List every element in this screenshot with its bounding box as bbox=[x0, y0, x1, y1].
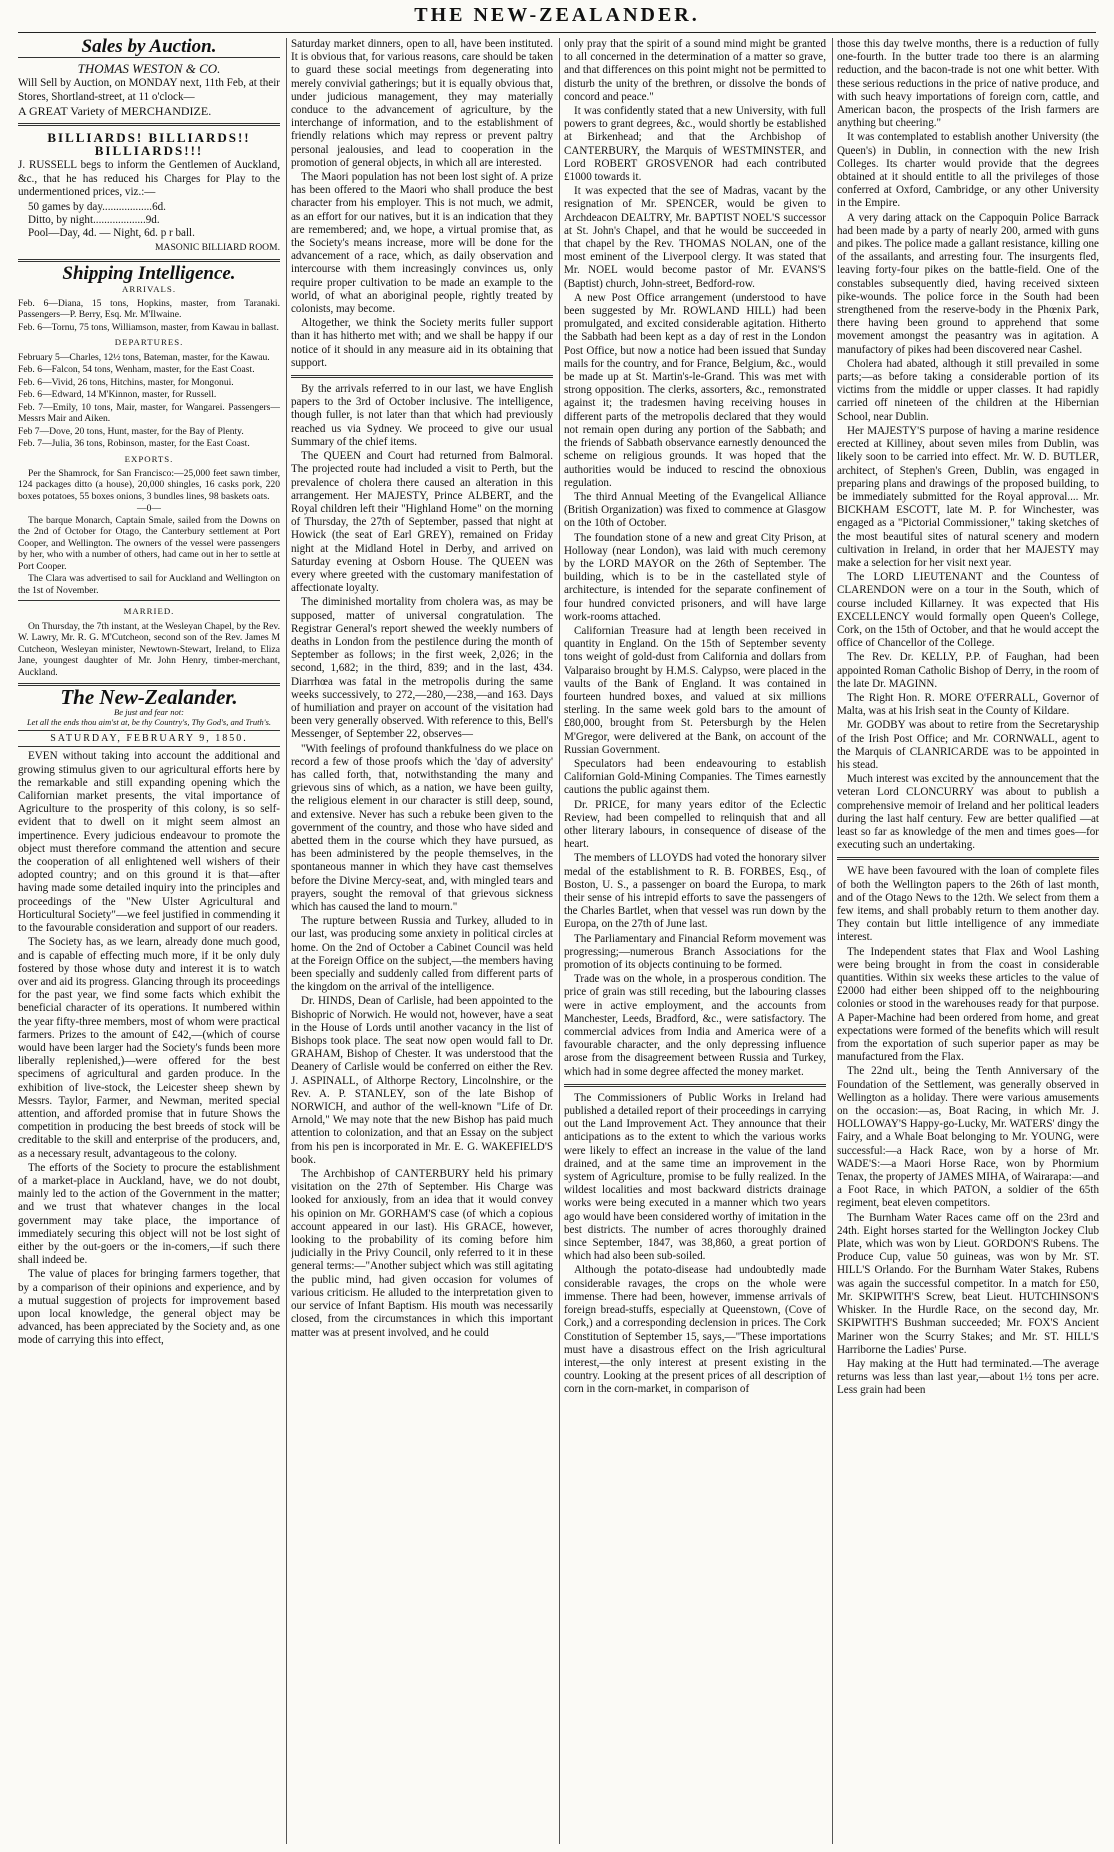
shipping-note: The barque Monarch, Captain Smale, sailed from the Downs on the 2nd of October for Otago, the Canterbury settlement at Port Cooper, and Wellington. The owners of the vessel were passengers by her, who with a number of others, had came out in her to settle at Port Cooper. bbox=[18, 514, 280, 572]
article-paragraph: The foundation stone of a new and great City Prison, at Holloway (near London), was laid with much ceremony by the LORD MAYOR on the 26th of September. The building, which is to be in the castellated style of architecture, is intended for the separate confinement of four hundred convicted prisoners, and will have large work-rooms attached. bbox=[564, 531, 826, 623]
price-line: Ditto, by night...................9d. bbox=[28, 214, 160, 227]
article-paragraph: The QUEEN and Court had returned from Balmoral. The projected route had included a visit to Perth, but the prevalence of cholera there caused an alteration in this arrangement. Her MAJESTY, Prince ALBERT, and the Royal children left their "Highland Home" on the morning of Thursday, the 27th of September, passed that night at Howick (the seat of Earl GREY), remained on Friday night at the Midland Hotel in Derby, and arrived on Saturday evening at Osborn House. The QUEEN was every where greeted with the customary manifestation of affectionate loyalty. bbox=[291, 450, 553, 595]
article-paragraph: Altogether, we think the Society merits fuller support than it has hitherto met with; and we shall be happy if our notice of it should in any measure aid in its obtaining that support. bbox=[291, 317, 553, 369]
shipping-heading: Shipping Intelligence. bbox=[62, 262, 236, 284]
top-rule bbox=[18, 32, 1096, 33]
departure-entry: Feb. 6—Falcon, 54 tons, Wenham, master, for the East Coast. bbox=[18, 364, 255, 376]
article-paragraph: It was expected that the see of Madras, vacant by the resignation of Mr. SPENCER, would be given to Archdeacon DEALTRY, Mr. BAPTIST NOEL'S successor at St. John's Chapel, and that he would be succeeded in that chapel by the Rev. THOMAS NOLAN, one of the most eminent of the Liverpool clergy. It was stated that Mr. NOEL would become pastor of Mr. EVANS'S (Baptist) church, John-street, Bedford-row. bbox=[564, 185, 826, 290]
article-paragraph: Hay making at the Hutt had terminated.—The average returns was less than last year,—about 1½ tons per acre. Less grain had been bbox=[837, 1357, 1099, 1397]
article-paragraph: The third Annual Meeting of the Evangelical Alliance (British Organization) was fixed to commence at Glasgow on the 10th of October. bbox=[564, 490, 826, 530]
article-paragraph: The Commissioners of Public Works in Ireland had published a detailed report of their proceedings in carrying out the Land Improvement Act. They announce that their anticipations as to the extent to which the various works were likely to effect an increase in the value of the land drained, and at the same time an improvement in the system of Agriculture, promise to be fully realized. In the wildest localities and most backward districts drainage works were being executed in a manner which two years ago would have been considered worthy of imitation in the best districts. The number of acres thoroughly drained since September, 1847, was 38,860, a great portion of which had also been sub-soiled. bbox=[564, 1091, 826, 1263]
column-rule bbox=[286, 38, 287, 1844]
married-label: MARRIED. bbox=[123, 606, 175, 617]
paper-motto: Be just and fear not: Let all the ends thou aim'st at, be thy Country's, Thy God's, and Truth's. bbox=[26, 707, 272, 728]
column-rule bbox=[832, 38, 833, 1844]
article-paragraph: A new Post Office arrangement (understood to have been suggested by Mr. ROWLAND HILL) had been promulgated, and excited considerable agitation. Hitherto the Sabbath had been kept as a day of rest in the London Post Office, but now a notice had been issued that Sunday mails for the country, and for France, Belgium, &c., would be made up at St. Martin's-le-Grand. This was met with strong opposition. The clerks, assorters, &c., remonstrated against it; the tradesmen having receiving houses in different parts of the metropolis declared that they would not remain open during any portion of the Sabbath; and the friends of Sabbath observance earnestly denounced the scheme on religious grounds. It was hoped that the authorities would be induced to rescind the obnoxious regulation. bbox=[564, 291, 826, 489]
article-paragraph: Trade was on the whole, in a prosperous condition. The price of grain was still receding, but the labouring classes were in active employment, and the accounts from Manchester, Leeds, Bradford, &c., were satisfactory. The commercial advices from India and America were of a favourable character, and the only depressing influence arose from the disagreement between Russia and Turkey, which had in some degree affected the money market. bbox=[564, 973, 826, 1078]
shipping-note: The Clara was advertised to sail for Auckland and Wellington on the 1st of November. bbox=[18, 573, 280, 596]
masthead: THE NEW-ZEALANDER. bbox=[414, 4, 700, 26]
dateline: SATURDAY, FEBRUARY 9, 1850. bbox=[18, 730, 280, 747]
article-paragraph: The Burnham Water Races came off on the 23rd and 24th. Eight horses started for the Wellington Jockey Club Plate, which was won by Lieut. GORDON'S Rubens. The Produce Cup, value 50 guineas, was won by Mr. ST. HILL'S Orlando. For the Burnham Water Stakes, Rubens was again the successful competitor. In a match for £50, Mr. SKIPWITH'S Screw, beat Lieut. HUTCHINSON'S Whisker. In the Hurdle Race, on the second day, Mr. SKIPWITH'S Bushman succeeded; Mr. FOX'S Ancient Mariner won the Scurry Stakes; and Mr. ST. HILL'S Harriborne the Ladies' Purse. bbox=[837, 1211, 1099, 1356]
departure-entry: Feb 7—Dove, 20 tons, Hunt, master, for the Bay of Plenty. bbox=[18, 425, 244, 437]
departures-label: DEPARTURES. bbox=[114, 337, 184, 348]
departure-entry: Feb. 7—Emily, 10 tons, Mair, master, for Wangarei. Passengers—Messrs Mair and Aiken. bbox=[18, 401, 280, 425]
editorial-paragraph: EVEN without taking into account the additional and growing stimulus given to our agricultural efforts here by the remarkable and still expanding opening which the Californian market presents, the vital importance of Agriculture to the prosperity of this colony, is so self-evident that to dwell on it might seem almost an impertinence. Every judicious endeavour to promote the object must therefore command the attention and secure the cooperation of all enlightened well wishers of their adopted country; and on this ground it is that—after having made some detailed inquiry into the principles and proceedings of the "New Ulster Agricultural and Horticultural Society"—we feel justified in commending it to the favourable consideration and support of our readers. bbox=[18, 750, 280, 935]
article-paragraph: The Rev. Dr. KELLY, P.P. of Faughan, had been appointed Roman Catholic Bishop of Derry, in the room of the late Dr. MAGINN. bbox=[837, 651, 1099, 690]
article-paragraph: WE have been favoured with the loan of complete files of both the Wellington papers to the 26th of last month, and of the Otago News to the 12th. We select from them a few items, and shall probably return to them another day. They contain but little intelligence of any immediate interest. bbox=[837, 865, 1099, 944]
arrival-entry: Feb. 6—Diana, 15 tons, Hopkins, master, from Taranaki. Passengers—P. Berry, Esq. Mr. M'Ilwaine. bbox=[18, 297, 280, 321]
article-paragraph: The Parliamentary and Financial Reform movement was progressing;—numerous Branch Associations for the promotion of its objects continuing to be formed. bbox=[564, 932, 826, 972]
article-paragraph: The members of LLOYDS had voted the honorary silver medal of the establishment to R. B. FORBES, Esq., of Boston, U. S., a passenger on board the Europa, to mark their sense of his intrepid efforts to save the passengers of the Charles Bartlet, when that vessel was run down by the Europa, on the 27th of June last. bbox=[564, 852, 826, 931]
paper-title: The New-Zealander. bbox=[60, 685, 238, 710]
editorial-paragraph: The Society has, as we learn, already done much good, and is capable of effecting much more, if it be only duly fostered by those whose duty and interest it is to watch over and aid its progress. Glancing through its proceedings for the past year, we find some facts which exhibit the beneficial character of its operations. It numbered within the year fifty-three members, most of whom were practical farmers. Prizes to the amount of £42,—(which of course would have been larger had the Society's funds been more liberally replenished,)—were offered for the best specimens of agricultural and garden produce. In the exhibition of live-stock, the Leicester sheep shewn by Messrs. Taylor, Farmer, and Newman, merited special attention, and afforded promise that in future Shows the competition in producing the best breeds of stock will be creditable to the skill and enterprise of the producers, and, as a necessary result, advantageous to the colony. bbox=[18, 936, 280, 1160]
column-1: Sales by Auction. THOMAS WESTON & CO. Will Sell by Auction, on MONDAY next, 11th Feb, at their Stores, Shortland-street, at 11 o'clock— A GREAT Variety of MERCHANDIZE. BILLIARDS! BILLIARDS!! BILLIARDS!!! J. RUSSELL begs to inform the Gentlemen of Auckland, &c., that he has reduced his Charges for Play to the undermentioned prices, viz.:— 50 games by day..................6d. Ditto, by night...................9d. Pool—Day, 4d. — Night, 6d. p r ball. MASONIC BILLIARD ROOM. Shipping Intelligence. ARRIVALS. Feb. 6—Diana, 15 tons, Hopkins, master, from Taranaki. Passengers—P. Berry, Esq. Mr. M'Ilwaine. Feb. 6—Tornu, 75 tons, Williamson, master, from Kawau in ballast. DEPARTURES. February 5—Charles, 12½ tons, Bateman, master, for the Kawau. Feb. 6—Falcon, 54 tons, Wenham, master, for the East Coast. Feb. 6—Vivid, 26 tons, Hitchins, master, for Mongonui. Feb. 6—Edward, 14 M'Kinnon, master, for Russell. Feb. 7—Emily, 10 tons, Mair, master, for Wangarei. Passengers—Messrs Mair and Aiken. Feb 7—Dove, 20 tons, Hunt, master, for the Bay of Plenty. Feb. 7—Julia, 36 tons, Robinson, master, for the East Coast. EXPORTS. Per the Shamrock, for San Francisco:—25,000 feet sawn timber, 124 packages ditto (a house), 20,000 shingles, 16 casks pork, 220 boxes potatoes, 55 boxes onions, 3 bundles lines, 98 baskets oats. —0— The barque Monarch, Captain Smale, sailed from the Downs on the 2nd of October for Otago, the Canterbury settlement at Port Cooper, and Wellington. The owners of the vessel were passengers by her, who with a number of others, had came out in her to settle at Port Cooper. The Clara was advertised to sail for Auckland and Wellington on the 1st of November. MARRIED. On Thursday, the 7th instant, at the Wesleyan Chapel, by the Rev. W. Lawry, Mr. R. G. M'Cutcheon, second son of the Rev. James M Cutcheon, Wesleyan minister, Newtown-Stewart, Ireland, to Eliza Jane, youngest daughter of Mr. John Henry, timber-merchant, Auckland. The New-Zealander. Be just and fear not: Let all the ends thou aim'st at, be thy Country's, Thy God's, and Truth's. SATURDAY, FEBRUARY 9, 1850. EVEN without taking into account the additional and growing stimulus given to our agricultural efforts here by the remarkable and still expanding opening which the Californian market presents, the vital importance of Agriculture to the prosperity of this colony, is so self-evident that to dwell on it might seem almost an impertinence. Every judicious endeavour to promote the object must therefore command the attention and secure the cooperation of all enlightened well wishers of their adopted country; and on this ground it is that—after having made some detailed inquiry into the principles and proceedings of the "New Ulster Agricultural and Horticultural Society"—we feel justified in commending it to the favourable consideration and support of our readers. The Society has, as we learn, already done much good, and is capable of effecting much more, if it be only duly fostered by those whose duty and interest it is to watch over and aid its progress. Glancing through its proceedings for the past year, we find some facts which exhibit the beneficial character of its operations. It numbered within the year fifty-three members, most of whom were practical farmers. Prizes to the amount of £42,—(which of course would have been larger had the Society's funds been more liberally replenished,)—were offered for the best specimens of agricultural and garden produce. In the exhibition of live-stock, the Leicester sheep shewn by Messrs. Taylor, Farmer, and Newman, merited special attention, and afforded promise that in future Shows the competition in producing the best breeds of stock will be creditable to the skill and enterprise of the producers, and, as a necessary result, advantageous to the colony. The efforts of the Society to procure the establishment of a market-place in Auckland, have, we do not doubt, mainly led to the action of the Government in the matter; and we trust that whatever changes in the local government may take place, the importance of immediately securing this object will not be lost sight of either by the out-goers or the in-comers,—if such there shall indeed be. The value of places for bringing farmers together, that by a comparison of their opinions and experience, and by a mutual suggestion of projects for improvement based upon local knowledge, the general object may be advanced, has been appreciated by the Society and, as one mode of carrying this into effect, bbox=[18, 38, 280, 1347]
article-paragraph: A very daring attack on the Cappoquin Police Barrack had been made by a party of nearly 200, armed with guns and pikes. The police made a gallant resistance, killing one of the assailants, and arresting four. The insurgents fled, leaving forty-four pikes on the battle-field. One of the constables subsequently died, having received sixteen pike-wounds. The police force in the South had been strengthened from the reserve-body in the Phœnix Park, there having been ground to apprehend that some movement amongst the peasantry was in agitation. A manufactory of pikes had been discovered near Cashel. bbox=[837, 211, 1099, 356]
billiards-prices bbox=[28, 201, 280, 240]
article-paragraph: Although the potato-disease had undoubtedly made considerable ravages, the crops on the whole were immense. There had been, however, immense arrivals of foreign bread-stuffs, especially at Queenstown, (Cove of Cork,) and a corresponding declension in prices. The Cork Constitution of September 15, says,—"These importations must have a disastrous effect on the Irish agricultural interest,—the only interest at present existing in the country. Looking at the present prices of all description of corn in the corn-market, in comparison of bbox=[564, 1264, 826, 1396]
article-paragraph: The Archbishop of CANTERBURY held his primary visitation on the 27th of September. His Charge was looked for anxiously, from an idea that it would convey his opinion on Mr. GORHAM'S case (of which a copious account appeared in our last). His GRACE, however, looking to the probability of its coming before him judicially in the Privy Council, only referred to it in these general terms:—"Another subject which was still agitating the public mind, had given occasion for volumes of various criticism. He alluded to the interpretation given to our service of Infant Baptism. His mouth was necessarily closed, from the circumstances in which this important matter was at present involved, and he could bbox=[291, 1168, 553, 1339]
billiards-sign: MASONIC BILLIARD ROOM. bbox=[155, 242, 280, 254]
departure-entry: Feb. 7—Julia, 36 tons, Robinson, master, for the East Coast. bbox=[18, 438, 250, 450]
article-paragraph: The LORD LIEUTENANT and the Countess of CLARENDON were on a tour in the South, which of course included Killarney. It was expected that His EXCELLENCY would formally open Queen's College, Cork, on the 15th of October, and that he would accept the office of Chancellor of the College. bbox=[837, 571, 1099, 650]
article-paragraph: It was confidently stated that a new University, with full powers to grant degrees, &c., would shortly be established at Birkenhead; and that the Archbishop of CANTERBURY, the Marquis of WESTMINSTER, and Lord ROBERT GROSVENOR had each contributed £1000 towards it. bbox=[564, 105, 826, 184]
arrivals-label: ARRIVALS. bbox=[121, 283, 177, 294]
auctioneer-name: THOMAS WESTON & CO. bbox=[77, 61, 221, 77]
auction-item: A GREAT Variety of MERCHANDIZE. bbox=[18, 103, 212, 118]
article-paragraph: only pray that the spirit of a sound mind might be granted to all concerned in the determination of a matter so grave, and that differences on this point might not be permitted to disturb the unity of the brethren, or dissolve the bonds of concord and peace." bbox=[564, 38, 826, 103]
married-text: On Thursday, the 7th instant, at the Wesleyan Chapel, by the Rev. W. Lawry, Mr. R. G. M'Cutcheon, second son of the Rev. James M Cutcheon, Wesleyan minister, Newtown-Stewart, Ireland, to Eliza Jane, youngest daughter of Mr. John Henry, timber-merchant, Auckland. bbox=[18, 620, 280, 678]
column-4 bbox=[837, 38, 1099, 1844]
article-paragraph: The Right Hon. R. MORE O'FERRALL, Governor of Malta, was at his Irish seat in the County of Kildare. bbox=[837, 691, 1099, 718]
exports-text: Per the Shamrock, for San Francisco:—25,000 feet sawn timber, 124 packages ditto (a house), 20,000 shingles, 16 casks pork, 220 boxes potatoes, 55 boxes onions, 3 bundles lines, 98 baskets oats. bbox=[18, 467, 280, 502]
column-rule bbox=[559, 38, 560, 1844]
article-paragraph: Cholera had abated, although it still prevailed in some parts;—as before taking a considerable portion of its victims from the middle or upper classes. It had rapidly carried off nineteen of the children at the Hibernian School, near Dublin. bbox=[837, 357, 1099, 423]
article-paragraph: By the arrivals referred to in our last, we have English papers to the 3rd of October inclusive. The intelligence, though fuller, is not later than that which had previously reached us via Sydney. We proceed to give our usual Summary of the chief items. bbox=[291, 383, 553, 448]
editorial-paragraph: The value of places for bringing farmers together, that by a comparison of their opinions and experience, and by a mutual suggestion of projects for improvement based upon local knowledge, the general object may be advanced, has been appreciated by the Society and, as one mode of carrying this into effect, bbox=[18, 1268, 280, 1347]
column-2 bbox=[291, 38, 553, 1844]
article-paragraph: Saturday market dinners, open to all, have been instituted. It is obvious that, for various reasons, care should be taken to guard these social meetings from degenerating into merely convivial gatherings; but it is equally obvious that, under judicious management, they may materially conduce to the advancement of agriculture, by the interchange of information, and to the establishment of friendly relations which may repress or prevent paltry personal jealousies, and lead to cooperation in the promotion of general objects, in which all are interested. bbox=[291, 38, 553, 169]
article-paragraph: The diminished mortality from cholera was, as may be supposed, matter of universal congratulation. The Registrar General's report shewed the weekly numbers of deaths in London from the pestilence during the month of September as follows; in the first week, 2,026; in the second, 1,682; in the third, 839; and in the last, 434. Diarrhœa was fatal in the metropolis during the same weeks successively, to 272,—280,—238,—and 163. Days of humiliation and prayer on account of the visitation had been very generally observed. With reference to this, Bell's Messenger, of September 22, observes— bbox=[291, 596, 553, 741]
article-paragraph: The Maori population has not been lost sight of. A prize has been offered to the Maori who shall produce the best character from his employer. This is not much, we admit, as an effort for our natives, but it is an indication that they are remembered; and, we hope, a virtual promise that, as the Society's means increase, more will be done for the advancement of a race, which, as daily observation and intercourse with them increasingly convinces us, only require proper cultivation to be made an example to the world, of what an aboriginal people, rightly treated by colonists, may become. bbox=[291, 171, 553, 316]
article-paragraph: Californian Treasure had at length been received in quantity in England. On the 15th of September seventy tons weight of gold-dust from California and dollars from Valparaiso brought by H.M.S. Calypso, were placed in the vaults of the Bank of England. It was contained in fourteen hundred boxes, and valued at six millions sterling. In the same week gold bars to the amount of £80,000, brought from St. Petersburgh by the Helen M'Gregor, were delivered at the Bank, on account of the Russian Government. bbox=[564, 624, 826, 756]
article-paragraph: Dr. PRICE, for many years editor of the Eclectic Review, had been compelled to relinquish that and all other literary labours, in consequence of disease of the heart. bbox=[564, 798, 826, 851]
column-3 bbox=[564, 38, 826, 1844]
departure-entry: Feb. 6—Edward, 14 M'Kinnon, master, for Russell. bbox=[18, 389, 217, 401]
article-paragraph: Dr. HINDS, Dean of Carlisle, had been appointed to the Bishopric of Norwich. He would not, however, have a seat in the House of Lords until another vacancy in the list of Bishops took place. The seat now open would fall to Dr. GRAHAM, Bishop of Chester. It was understood that the Deanery of Carlisle would be conferred on either the Rev. J. ASPINALL, of Althorpe Rectory, Lincolnshire, or the Rev. A. P. STANLEY, son of the late Bishop of NORWICH, and author of the well-known "Life of Dr. Arnold," We may note that the new Bishop has paid much attention to colonization, and that an Essay on the subject from his pen is incorporated in Mr. E. G. WAKEFIELD'S book. bbox=[291, 995, 553, 1166]
article-paragraph: "With feelings of profound thankfulness do we place on record a few of those proofs which the 'day of adversity' has called forth, that, notwithstanding the many and grievous sins of which, as a nation, we have been guilty, the religious element in our character is still deep, sound, and extensive. Never has such a rebuke been given to the government of the country, and those who have sided and abetted them in the course which they have pursued, as has been administered by the people themselves, in the spontaneous manner in which they have cast themselves before the Divine Mercy-seat, and, with mingled tears and prayers, sought the removal of that grievous sickness which has caused the land to mourn." bbox=[291, 742, 553, 913]
billiards-heading: BILLIARDS! BILLIARDS!! BILLIARDS!!! bbox=[47, 130, 251, 159]
price-line: Pool—Day, 4d. — Night, 6d. p r ball. bbox=[28, 227, 195, 240]
exports-label: EXPORTS. bbox=[124, 453, 174, 464]
article-paragraph: The 22nd ult., being the Tenth Anniversary of the Foundation of the Settlement, was generally observed in Wellington as a holiday. There were various amusements on the occasion:—as, Boat Racing, in which Mr. J. HOLLOWAY'S Happy-go-Lucky, Mr. WATERS' dingy the Fairy, and a Whale Boat belonging to Mr. YOUNG, were successful:—a Hack Race, won by a horse of Mr. WADE'S:—a Maori Horse Race, won by Phormium Tenax, the property of JAMES MIHA, of Wairarapa:—and a Foot Race, in which PATON, a soldier of the 65th regiment, beat eleven competitors. bbox=[837, 1065, 1099, 1210]
arrival-entry: Feb. 6—Tornu, 75 tons, Williamson, master, from Kawau in ballast. bbox=[18, 321, 279, 333]
article-paragraph: Mr. GODBY was about to retire from the Secretaryship of the Irish Post Office; and Mr. CORNWALL, agent to the Marquis of CLANRICARDE was to be appointed in his stead. bbox=[837, 719, 1099, 771]
article-paragraph: Speculators had been endeavouring to establish Californian Gold-Mining Companies. The Times earnestly cautions the public against them. bbox=[564, 757, 826, 797]
price-line: 50 games by day..................6d. bbox=[28, 201, 166, 214]
departure-entry: February 5—Charles, 12½ tons, Bateman, master, for the Kawau. bbox=[18, 351, 270, 363]
sales-heading: Sales by Auction. bbox=[81, 38, 217, 57]
article-paragraph: those this day twelve months, there is a reduction of fully one-fourth. In the butter trade too there is an alarming reduction, and the bacon-trade is not one whit better. With these serious reductions in the price of native produce, and with such heavy importations of foreign corn, cattle, and American bacon, the prospects of the Irish farmers are anything but cheering." bbox=[837, 38, 1099, 130]
article-paragraph: It was contemplated to establish another University (the Queen's) in Dublin, in connection with the new Irish Colleges. Its charter would provide that the degrees obtained at it should entitle to all the privileges of those conferred at Oxford, Cambridge, or any other University in the Empire. bbox=[837, 131, 1099, 210]
editorial-paragraph: The efforts of the Society to procure the establishment of a market-place in Auckland, have, we do not doubt, mainly led to the action of the Government in the matter; and we trust that whatever changes in the local government may take place, the importance of immediately securing this object will not be lost sight of either by the out-goers or the in-comers,—if such there shall indeed be. bbox=[18, 1161, 280, 1267]
auction-text: Will Sell by Auction, on MONDAY next, 11th Feb, at their Stores, Shortland-street, at 11 o'clock— bbox=[18, 77, 280, 103]
departure-entry: Feb. 6—Vivid, 26 tons, Hitchins, master, for Mongonui. bbox=[18, 376, 234, 388]
article-paragraph: The Independent states that Flax and Wool Lashing were being brought in from the coast in considerable quantities. Within six weeks these articles to the value of £2000 had either been shipped off to the neighbouring colonies or stood in the warehouses ready for that purpose. A Paper-Machine had been ordered from home, and great expectations were formed of the benefits which will result from the exportation of such superior paper as may be manufactured from the Flax. bbox=[837, 945, 1099, 1064]
article-paragraph: The rupture between Russia and Turkey, alluded to in our last, was producing some anxiety in political circles at home. On the 2nd of October a Cabinet Council was held at the Foreign Office on the subject,—the members having been specially and suddenly called from different parts of the kingdom on the arrival of the intelligence. bbox=[291, 915, 553, 994]
billiards-text: J. RUSSELL begs to inform the Gentlemen of Auckland, &c., that he has reduced his Charges for Play to the undermentioned prices, viz.:— bbox=[18, 159, 280, 198]
article-paragraph: Much interest was excited by the announcement that the veteran Lord CLONCURRY was about to publish a comprehensive memoir of Ireland and her political leaders during the last half century. Few are better qualified —at least so far as knowledge of the men and times goes—for executing such an undertaking. bbox=[837, 773, 1099, 852]
article-paragraph: Her MAJESTY'S purpose of having a marine residence erected at Killiney, about seven miles from Dublin, was likely soon to be carried into effect. Mr. W. D. BUTLER, architect, of Stephen's Green, Dublin, was engaged in preparing plans and drawings of the proposed building, to be immediately submitted for the Royal approval.... Mr. BICKHAM ESCOTT, late M. P. for Winchester, was engaged as a "Pictorial Commissioner," taking sketches of the most beautiful sites of natural scenery and modern cultivation in Ireland, in order that her MAJESTY may make a selection for her visit next year. bbox=[837, 424, 1099, 569]
